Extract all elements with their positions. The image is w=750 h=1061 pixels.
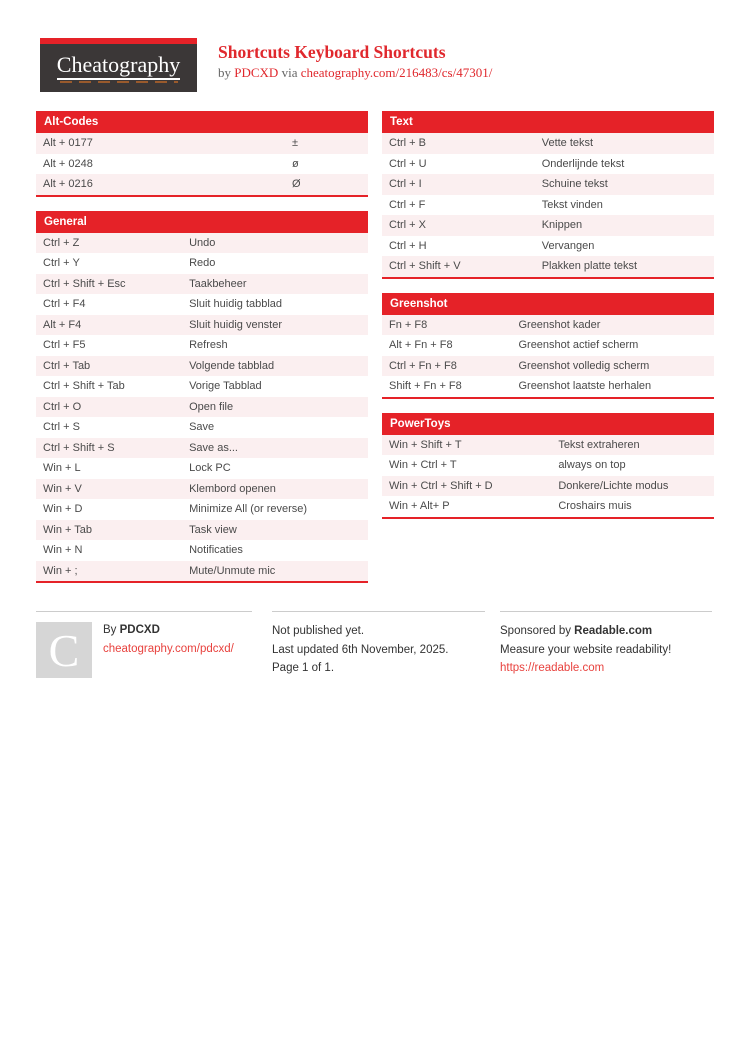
shortcut-description: Vette tekst xyxy=(541,137,594,150)
shortcut-keys: Shift + Fn + F8 xyxy=(389,380,462,393)
section-alt-codes xyxy=(36,111,368,197)
footer-by-word: By xyxy=(103,624,117,636)
shortcut-keys: Ctrl + Shift + V xyxy=(389,260,461,273)
shortcut-description: Plakken platte tekst xyxy=(541,260,638,273)
shortcut-description: Open file xyxy=(189,400,234,413)
sheet-columns xyxy=(0,92,750,597)
shortcut-description: Taakbeheer xyxy=(189,277,247,290)
shortcut-description: Task view xyxy=(189,523,237,536)
shortcut-keys: Win + Ctrl + Shift + D xyxy=(389,479,493,492)
readable-link[interactable]: https://readable.com xyxy=(500,662,605,674)
shortcut-keys: Ctrl + F5 xyxy=(43,339,86,352)
shortcut-keys: Ctrl + Tab xyxy=(43,359,91,372)
shortcut-row xyxy=(382,476,714,497)
shortcut-keys: Win + ; xyxy=(43,564,78,577)
logo-underline-decoration xyxy=(60,81,178,83)
shortcut-row xyxy=(36,417,368,438)
sheet-url-link[interactable]: cheatography.com/216483/cs/47301/ xyxy=(300,65,493,80)
shortcut-row xyxy=(36,233,368,254)
footer-status-block xyxy=(272,611,485,678)
shortcut-description: Save xyxy=(189,421,215,434)
shortcut-keys: Ctrl + Shift + Tab xyxy=(43,380,125,393)
byline-via: via xyxy=(281,65,298,80)
shortcut-row xyxy=(382,455,714,476)
shortcut-description: Volgende tabblad xyxy=(189,359,275,372)
section-title-general: General xyxy=(36,211,368,233)
right-column xyxy=(382,111,714,533)
author-link[interactable]: PDCXD xyxy=(234,65,279,80)
shortcut-keys: Win + L xyxy=(43,462,81,475)
shortcut-keys: Ctrl + U xyxy=(389,157,427,170)
section-greenshot xyxy=(382,293,714,399)
shortcut-description: Greenshot kader xyxy=(518,318,601,331)
shortcut-row xyxy=(382,376,714,397)
shortcut-row xyxy=(36,499,368,520)
shortcut-keys: Ctrl + Fn + F8 xyxy=(389,359,457,372)
shortcut-keys: Ctrl + Z xyxy=(43,236,80,249)
shortcut-keys: Win + Alt+ P xyxy=(389,500,450,513)
byline xyxy=(218,65,492,81)
shortcut-description: Greenshot laatste herhalen xyxy=(518,380,652,393)
shortcut-description: Sluit huidig venster xyxy=(189,318,283,331)
shortcut-keys: Fn + F8 xyxy=(389,318,428,331)
shortcut-keys: Alt + 0248 xyxy=(43,157,93,170)
shortcut-row xyxy=(382,335,714,356)
footer-author-text xyxy=(103,622,234,678)
shortcut-description: Notificaties xyxy=(189,544,243,557)
shortcut-description: Klembord openen xyxy=(189,482,276,495)
shortcut-description: Croshairs muis xyxy=(558,500,632,513)
shortcut-keys: Win + D xyxy=(43,503,83,516)
section-title-text: Text xyxy=(382,111,714,133)
shortcut-keys: Ctrl + F4 xyxy=(43,298,86,311)
publish-status: Not published yet. xyxy=(272,625,365,637)
shortcut-row xyxy=(36,253,368,274)
shortcut-keys: Win + Ctrl + T xyxy=(389,459,457,472)
shortcut-description: Mute/Unmute mic xyxy=(189,564,276,577)
shortcut-keys: Ctrl + I xyxy=(389,178,422,191)
footer xyxy=(0,597,750,678)
shortcut-row xyxy=(36,540,368,561)
shortcut-keys: Ctrl + Shift + Esc xyxy=(43,277,126,290)
shortcut-row xyxy=(36,356,368,377)
cheatography-logo[interactable] xyxy=(40,38,197,92)
shortcut-keys: Win + Shift + T xyxy=(389,438,462,451)
shortcut-row xyxy=(382,236,714,257)
shortcut-row xyxy=(382,154,714,175)
shortcut-row xyxy=(382,195,714,216)
author-profile-link[interactable]: cheatography.com/pdcxd/ xyxy=(103,643,234,655)
shortcut-description: Greenshot volledig scherm xyxy=(518,359,650,372)
shortcut-description: Undo xyxy=(189,236,216,249)
header xyxy=(0,0,750,92)
sponsor-name: Readable.com xyxy=(574,625,653,637)
section-title-greenshot: Greenshot xyxy=(382,293,714,315)
sponsor-tagline: Measure your website readability! xyxy=(500,643,672,656)
shortcut-description: Onderlijnde tekst xyxy=(541,157,625,170)
sponsor-line xyxy=(500,622,712,641)
last-updated: Last updated 6th November, 2025. xyxy=(272,643,449,656)
shortcut-row xyxy=(36,458,368,479)
shortcut-keys: Ctrl + X xyxy=(389,219,426,232)
shortcut-row xyxy=(36,376,368,397)
shortcut-description: Save as... xyxy=(189,441,238,454)
shortcut-row xyxy=(36,154,368,175)
shortcut-description: always on top xyxy=(558,459,626,472)
shortcut-keys: Win + N xyxy=(43,544,83,557)
byline-prefix: by xyxy=(218,65,231,80)
shortcut-row xyxy=(36,294,368,315)
shortcut-keys: Ctrl + Y xyxy=(43,257,80,270)
shortcut-keys: Ctrl + O xyxy=(43,400,82,413)
shortcut-row xyxy=(36,520,368,541)
author-avatar xyxy=(36,622,92,678)
shortcut-keys: Alt + Fn + F8 xyxy=(389,339,453,352)
shortcut-description: Schuine tekst xyxy=(541,178,608,191)
page-title: Shortcuts Keyboard Shortcuts xyxy=(218,42,446,62)
shortcut-row xyxy=(36,174,368,195)
sponsor-prefix: Sponsored by xyxy=(500,625,571,637)
shortcut-row xyxy=(36,335,368,356)
shortcut-description: Donkere/Lichte modus xyxy=(558,479,669,492)
shortcut-description: ø xyxy=(292,157,299,170)
shortcut-row xyxy=(382,174,714,195)
shortcut-description: Minimize All (or reverse) xyxy=(189,503,308,516)
shortcut-description: ± xyxy=(292,137,299,150)
shortcut-row xyxy=(382,256,714,277)
shortcut-row xyxy=(382,133,714,154)
shortcut-keys: Alt + 0177 xyxy=(43,137,93,150)
shortcut-description: Lock PC xyxy=(189,462,231,475)
shortcut-description: Ø xyxy=(292,178,301,191)
section-powertoys xyxy=(382,413,714,519)
section-text xyxy=(382,111,714,279)
logo-wordmark: Cheatography xyxy=(57,53,180,80)
shortcut-row xyxy=(36,274,368,295)
shortcut-description: Tekst vinden xyxy=(541,198,603,211)
shortcut-keys: Ctrl + Shift + S xyxy=(43,441,115,454)
footer-author-block xyxy=(36,611,252,678)
shortcut-keys: Win + V xyxy=(43,482,82,495)
shortcut-description: Sluit huidig tabblad xyxy=(189,298,283,311)
shortcut-keys: Alt + 0216 xyxy=(43,178,93,191)
shortcut-row xyxy=(36,479,368,500)
shortcut-description: Vorige Tabblad xyxy=(189,380,262,393)
shortcut-row xyxy=(36,315,368,336)
shortcut-description: Redo xyxy=(189,257,216,270)
shortcut-keys: Ctrl + S xyxy=(43,421,80,434)
shortcut-description: Refresh xyxy=(189,339,228,352)
shortcut-row xyxy=(382,435,714,456)
shortcut-keys: Ctrl + H xyxy=(389,239,427,252)
section-title-alt-codes: Alt-Codes xyxy=(36,111,368,133)
shortcut-row xyxy=(36,561,368,582)
shortcut-keys: Win + Tab xyxy=(43,523,93,536)
shortcut-row xyxy=(36,397,368,418)
title-block xyxy=(218,38,492,81)
left-column xyxy=(36,111,368,597)
footer-author-line xyxy=(103,624,234,636)
shortcut-row xyxy=(382,215,714,236)
shortcut-keys: Ctrl + F xyxy=(389,198,426,211)
avatar-letter: C xyxy=(48,624,80,676)
section-title-powertoys: PowerToys xyxy=(382,413,714,435)
shortcut-row xyxy=(36,438,368,459)
shortcut-description: Vervangen xyxy=(541,239,595,252)
shortcut-description: Greenshot actief scherm xyxy=(518,339,639,352)
shortcut-keys: Alt + F4 xyxy=(43,318,82,331)
shortcut-description: Tekst extraheren xyxy=(558,438,640,451)
page-count: Page 1 of 1. xyxy=(272,662,335,674)
shortcut-row xyxy=(382,356,714,377)
shortcut-row xyxy=(382,496,714,517)
shortcut-keys: Ctrl + B xyxy=(389,137,426,150)
shortcut-row xyxy=(36,133,368,154)
shortcut-row xyxy=(382,315,714,336)
footer-sponsor-block xyxy=(500,611,712,678)
section-general xyxy=(36,211,368,584)
footer-author-name: PDCXD xyxy=(119,624,160,636)
shortcut-description: Knippen xyxy=(541,219,583,232)
